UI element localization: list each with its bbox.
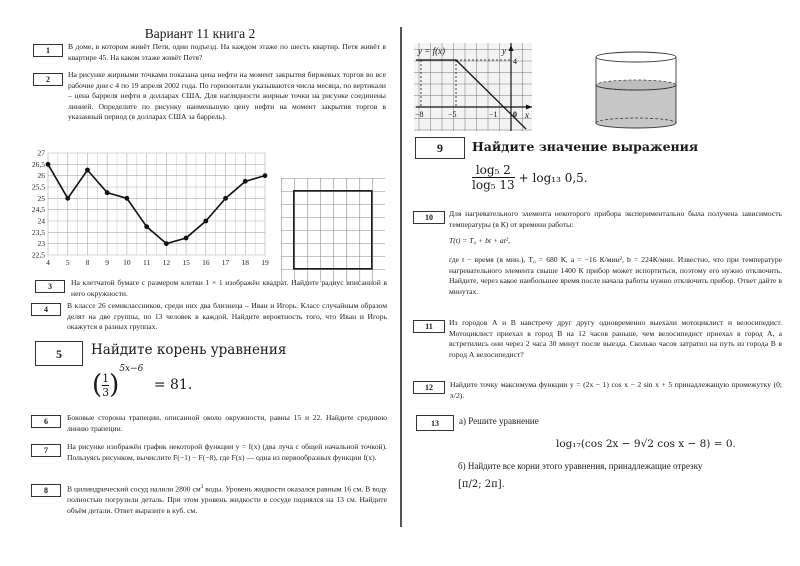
data-point	[105, 190, 110, 195]
task-number-10: 10	[413, 211, 445, 224]
y-tick-label: 22,5	[31, 250, 45, 260]
task-13-interval: [π/2; 2π].	[458, 479, 505, 490]
graph-label-minus5: −5	[448, 110, 457, 119]
x-tick-label: 12	[162, 258, 171, 267]
task-number-11: 11	[413, 320, 445, 333]
x-tick-label: 9	[105, 258, 110, 267]
data-point	[46, 162, 51, 167]
task-number-1: 1	[33, 44, 63, 57]
data-point	[263, 173, 268, 178]
task-number-4: 4	[31, 303, 61, 316]
task-number-7: 7	[31, 444, 61, 457]
data-point	[243, 179, 248, 184]
expr-denominator: log₅ 13	[472, 178, 515, 192]
task-8-text	[67, 482, 387, 516]
graph-label-x: x	[525, 110, 529, 120]
square-grid-figure	[281, 178, 385, 282]
data-point	[125, 196, 130, 201]
fraction-numerator: 1	[102, 371, 110, 385]
task-number-12: 12	[413, 381, 445, 394]
fraction-denominator: 3	[102, 385, 110, 399]
x-tick-label: 5	[65, 258, 70, 267]
y-tick-label: 23	[37, 239, 45, 249]
x-tick-label: 17	[221, 258, 230, 267]
task-13-part-b: б) Найдите все корни этого уравнения, принадлежащие отрезку	[458, 461, 703, 471]
task-8-text-part-a: В цилиндрический сосуд налили 2800 см	[67, 484, 201, 494]
expr-tail: + log₁₃ 0,5.	[518, 170, 588, 185]
task-number-13: 13	[416, 415, 454, 431]
task-8-superscript: 3	[200, 484, 204, 490]
y-tick-label: 26	[37, 171, 45, 181]
task-8-text-part-b: воды. Уровень жидкости оказался равным 16 см. В воду полностью погрузили деталь. При этом уровень жидкости в сосуде поднялся на 13 см. Найдите объём детали. Ответ выразите в куб. см.	[67, 484, 387, 515]
data-point	[223, 196, 228, 201]
data-point	[65, 196, 70, 201]
data-point	[164, 241, 169, 246]
oil-price-chart	[20, 145, 270, 275]
graph-label-fx: y = f(x)	[418, 46, 446, 56]
y-tick-label: 25	[37, 193, 45, 203]
data-point	[203, 219, 208, 224]
function-graph-figure	[414, 43, 532, 131]
task-9-heading: Найдите значение выражения	[472, 139, 699, 154]
task-3-text: На клетчатой бумаге с размером клетки 1 × 1 изображён квадрат. Найдите радиус вписанной в него окружности.	[71, 278, 387, 298]
task-number-8: 8	[31, 484, 61, 497]
column-divider	[400, 27, 402, 527]
x-tick-label: 4	[46, 258, 50, 267]
y-tick-label: 23,5	[31, 227, 45, 237]
x-tick-label: 18	[241, 258, 250, 267]
cylinder-figure	[594, 50, 678, 132]
task-number-9: 9	[415, 137, 465, 159]
task-1-text: В доме, в котором живёт Петя, один подъезд. На каждом этаже по шесть квартир. Петя живёт в квартире 45. На каком этаже живёт Петя?	[68, 42, 386, 62]
task-10-intro: Для нагревательного элемента некоторого прибора экспериментально была получена зависимость температуры (в К) от времени работы:	[449, 209, 782, 229]
x-tick-label: 19	[261, 258, 269, 267]
task-number-5: 5	[35, 341, 83, 366]
task-12-text: Найдите точку максимума функции y = (2x − 1) cos x − 2 sin x + 5 принадлежащую промежутку (0; π/2).	[450, 380, 782, 400]
equation-rhs: = 81.	[153, 377, 193, 393]
x-tick-label: 16	[202, 258, 210, 267]
task-5-equation: ( $\frac{1}{3}$ )$^{5x-6}$ = 81.	[92, 364, 193, 400]
data-point	[144, 224, 149, 229]
expr-numerator: log₅ 2	[475, 163, 511, 177]
x-tick-label: 15	[182, 258, 190, 267]
task-11-text: Из городов А и В навстречу друг другу одновременно выехали мотоциклист и велосипедист. Мотоциклист приехал в город В на 12 часов раньше, чем велосипедист приехал в город А, а встретились они через 2 часа 30 минут после выезда. Сколько часов затратил на путь из города В в город А велосипедист?	[449, 318, 782, 359]
y-tick-label: 27	[37, 148, 45, 158]
task-13-equation: log₁₇(cos 2x − 9√2 cos x − 8) = 0.	[556, 438, 736, 450]
y-tick-label: 24,5	[31, 205, 45, 215]
task-number-3: 3	[35, 280, 65, 293]
task-5-heading: Найдите корень уравнения	[91, 342, 287, 358]
x-tick-label: 8	[85, 258, 90, 267]
graph-label-y: y	[502, 46, 506, 56]
task-4-text: В классе 26 семиклассников, среди них два близнеца – Иван и Игорь. Класс случайным образом делят на две группы, по 13 человек в каждой. Найдите вероятность того, что Иван и Игорь окажутся в разных группах.	[67, 301, 387, 332]
task-10-formula: T(t) = T₀ + bt + at²,	[449, 236, 511, 245]
task-number-2: 2	[33, 73, 63, 86]
graph-label-minus1: −1	[489, 110, 498, 119]
task-7-text: На рисунке изображён график некоторой функции y = f(x) (два луча с общей начальной точкой). Пользуясь рисунком, вычислите F(−1) − F(−8), где F(x) — одна из первообразных функции f(x).	[67, 442, 387, 462]
x-tick-label: 11	[143, 258, 151, 267]
graph-label-minus8: −8	[415, 110, 424, 119]
graph-label-0: 0	[513, 110, 517, 119]
graph-label-4: 4	[513, 57, 517, 66]
page-title: Вариант 11 книга 2	[144, 26, 256, 41]
y-tick-label: 25,5	[31, 182, 45, 192]
task-9-expression	[472, 163, 588, 192]
data-point	[85, 168, 90, 173]
exponent: 5x−6	[119, 364, 144, 375]
y-tick-label: 26,5	[31, 159, 45, 169]
x-tick-label: 10	[123, 258, 131, 267]
task-number-6: 6	[31, 415, 61, 428]
task-10-body: где t − время (в мин.), T₀ = 680 К, a = −16 К/мин², b = 224К/мин. Известно, что при температуре нагревательного элемента свыше 1400 К прибор может испортиться, поэтому его нужно отключить. Найдите, через какое наибольшее время после начала работы нужно отключить прибор. Ответ дайте в минутах.	[449, 255, 782, 296]
data-point	[184, 236, 189, 241]
task-6-text: Боковые стороны трапеции, описанной около окружности, равны 15 и 22. Найдите среднюю линию трапеции.	[67, 413, 387, 433]
task-2-text: На рисунке жирными точками показана цена нефти на момент закрытия биржевых торгов во все рабочие дни с 4 по 19 апреля 2002 года. По горизонтали указываются числа месяца, по вертикали – цена барреля нефти в долларах США. Для наглядности жирные точки на рисунке соединены линией. Определите по рисунку наименьшую цену нефти на момент закрытия торгов в указанный период (в долларах США за баррель).	[68, 70, 386, 122]
task-13-part-a: а) Решите уравнение	[459, 416, 539, 426]
y-tick-label: 24	[37, 216, 45, 226]
